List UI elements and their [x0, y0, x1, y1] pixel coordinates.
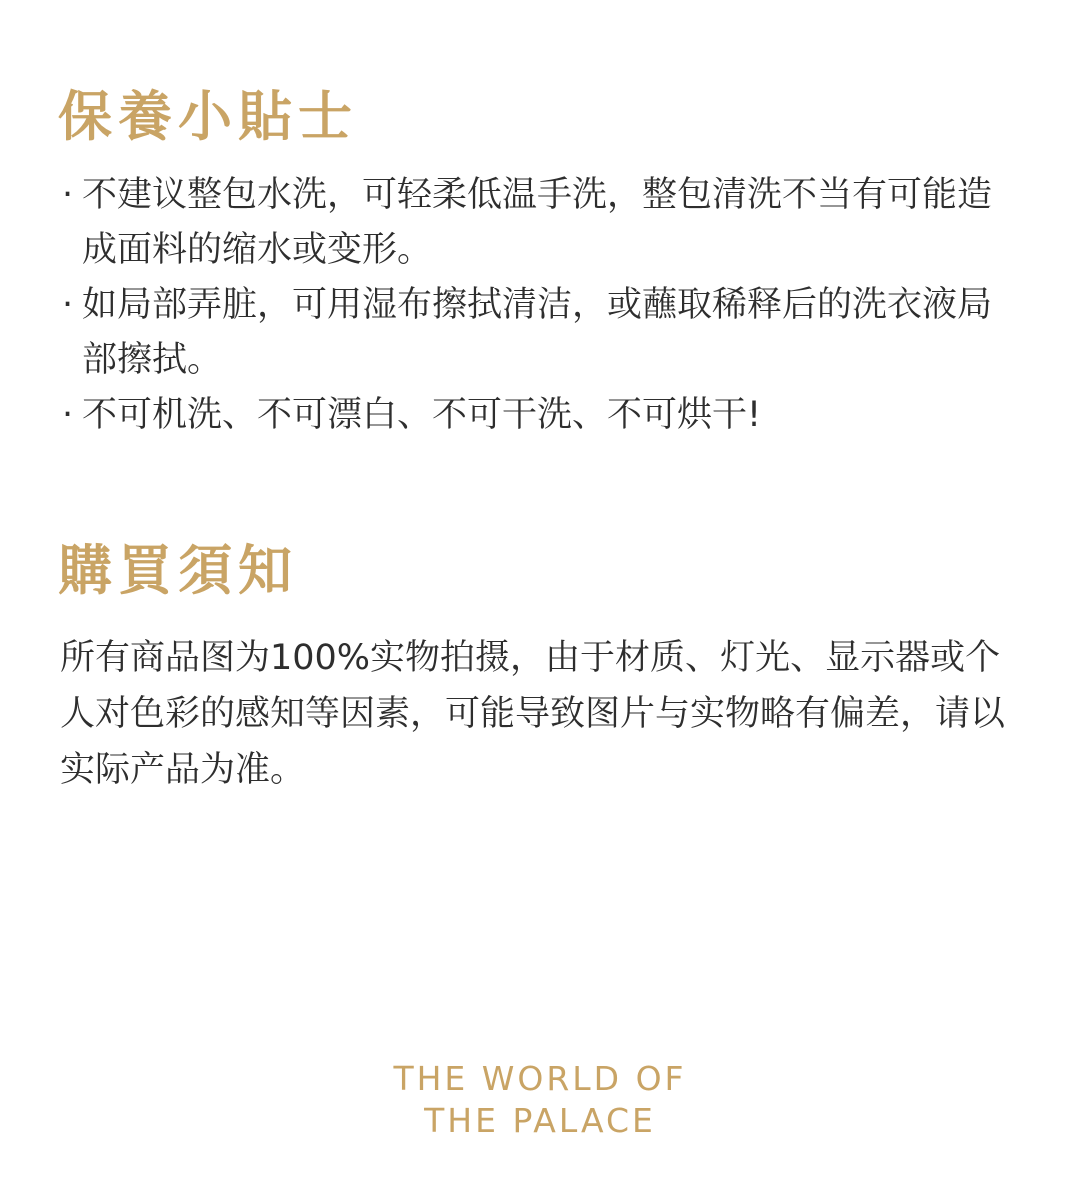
care-tip-text: 不可机洗、不可漂白、不可干洗、不可烘干! — [82, 395, 762, 435]
care-tip-item — [62, 168, 1022, 278]
bullet-dot: · — [62, 395, 74, 435]
bullet-dot: · — [62, 285, 74, 325]
care-tips-list — [62, 168, 1022, 443]
care-tip-text: 不建议整包水洗，可轻柔低温手洗，整包清洗不当有可能造成面料的缩水或变形。 — [82, 175, 993, 270]
care-tip-item — [62, 278, 1022, 388]
bullet-dot: · — [62, 175, 74, 215]
brand-line-1: THE WORLD OF — [393, 1059, 687, 1098]
care-tips-title: 保養小貼士 — [58, 84, 358, 148]
purchase-notes-title: 購買須知 — [58, 538, 298, 602]
purchase-notes-text: 所有商品图为100%实物拍摄，由于材质、灯光、显示器或个人对色彩的感知等因素，可能导致图片与实物略有偏差，请以实际产品为准。 — [60, 638, 1006, 790]
brand-wordmark — [0, 1058, 1080, 1142]
care-tip-item — [62, 388, 1022, 443]
brand-line-2: THE PALACE — [424, 1101, 656, 1140]
care-tip-text: 如局部弄脏，可用湿布擦拭清洁，或蘸取稀释后的洗衣液局部擦拭。 — [82, 285, 993, 380]
